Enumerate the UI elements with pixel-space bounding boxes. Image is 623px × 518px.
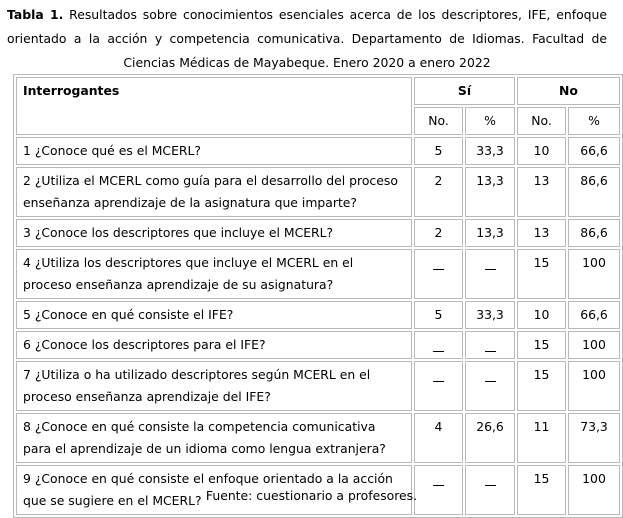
question-line-2: proceso enseñanza aprendizaje del IFE? [23, 389, 271, 404]
no-percent-cell: 86,6 [568, 219, 620, 247]
yes-percent-cell [465, 331, 515, 359]
header-questions: Interrogantes [16, 77, 412, 135]
no-count-cell: 10 [517, 301, 566, 329]
no-count-cell: 15 [517, 331, 566, 359]
dash-mark [433, 485, 444, 486]
caption-label: Tabla 1. [7, 7, 64, 22]
yes-percent-cell: 13,3 [465, 167, 515, 217]
table-row [16, 301, 620, 329]
table-caption [7, 3, 607, 75]
question-cell [16, 413, 412, 463]
question-cell [16, 219, 412, 247]
yes-count-cell: 2 [414, 167, 463, 217]
question-line-1: 1 ¿Conoce qué es el MCERL? [23, 143, 202, 158]
table-row [16, 219, 620, 247]
yes-percent-cell: 26,6 [465, 413, 515, 463]
header-no: No [517, 77, 620, 105]
no-percent-cell: 100 [568, 465, 620, 515]
results-table [13, 74, 623, 518]
question-line-2: que se sugiere en el MCERL? [23, 493, 202, 508]
yes-percent-cell [465, 361, 515, 411]
caption-line-3: Ciencias Médicas de Mayabeque. Enero 2020 a enero 2022 [123, 55, 491, 70]
question-line-2: para el aprendizaje de un idioma como lengua extranjera? [23, 441, 386, 456]
dash-mark [433, 351, 444, 352]
no-count-cell: 13 [517, 219, 566, 247]
question-line-1: 7 ¿Utiliza o ha utilizado descriptores según MCERL en el [23, 367, 371, 382]
question-line-2: proceso enseñanza aprendizaje de su asignatura? [23, 277, 334, 292]
no-count-cell: 10 [517, 137, 566, 165]
no-percent-cell: 66,6 [568, 137, 620, 165]
yes-count-cell [414, 361, 463, 411]
dash-mark [433, 381, 444, 382]
no-count-cell: 15 [517, 361, 566, 411]
yes-percent-cell [465, 249, 515, 299]
no-percent-cell: 100 [568, 249, 620, 299]
question-line-1: 9 ¿Conoce en qué consiste el enfoque orientado a la acción [23, 471, 393, 486]
yes-count-cell: 4 [414, 413, 463, 463]
no-count-cell: 11 [517, 413, 566, 463]
dash-mark [485, 381, 496, 382]
table-row [16, 249, 620, 299]
yes-count-cell [414, 331, 463, 359]
no-percent-cell: 100 [568, 361, 620, 411]
question-line-1: 2 ¿Utiliza el MCERL como guía para el desarrollo del proceso [23, 173, 398, 188]
subheader-yes-percent: % [465, 107, 515, 135]
question-cell [16, 167, 412, 217]
caption-line-1 [7, 3, 607, 27]
yes-count-cell: 5 [414, 301, 463, 329]
question-line-1: 4 ¿Utiliza los descriptores que incluye el MCERL en el [23, 255, 354, 270]
table-source: Fuente: cuestionario a profesores. [205, 488, 418, 503]
table-row [16, 331, 620, 359]
question-line-1: 6 ¿Conoce los descriptores para el IFE? [23, 337, 266, 352]
question-line-1: 5 ¿Conoce en qué consiste el IFE? [23, 307, 234, 322]
header-yes: Sí [414, 77, 515, 105]
dash-mark [485, 269, 496, 270]
no-count-cell: 15 [517, 465, 566, 515]
caption-text-1: Resultados sobre conocimientos esenciales acerca de los descriptores, IFE, enfoque [63, 7, 607, 22]
question-cell [16, 137, 412, 165]
yes-count-cell: 5 [414, 137, 463, 165]
subheader-no-count: No. [517, 107, 566, 135]
no-count-cell: 13 [517, 167, 566, 217]
no-percent-cell: 86,6 [568, 167, 620, 217]
no-percent-cell: 66,6 [568, 301, 620, 329]
question-line-1: 8 ¿Conoce en qué consiste la competencia comunicativa [23, 419, 376, 434]
table-row [16, 137, 620, 165]
yes-percent-cell: 13,3 [465, 219, 515, 247]
no-percent-cell: 100 [568, 331, 620, 359]
dash-mark [433, 269, 444, 270]
dash-mark [485, 485, 496, 486]
question-line-2: enseñanza aprendizaje de la asignatura que imparte? [23, 195, 357, 210]
question-cell [16, 301, 412, 329]
subheader-no-percent: % [568, 107, 620, 135]
table-row [16, 361, 620, 411]
table-row [16, 167, 620, 217]
no-percent-cell: 73,3 [568, 413, 620, 463]
dash-mark [485, 351, 496, 352]
subheader-yes-count: No. [414, 107, 463, 135]
yes-count-cell: 2 [414, 219, 463, 247]
no-count-cell: 15 [517, 249, 566, 299]
yes-count-cell [414, 249, 463, 299]
question-line-1: 3 ¿Conoce los descriptores que incluye el MCERL? [23, 225, 334, 240]
table-row [16, 413, 620, 463]
question-cell [16, 361, 412, 411]
question-cell [16, 331, 412, 359]
question-cell [16, 249, 412, 299]
yes-percent-cell: 33,3 [465, 137, 515, 165]
caption-line-2: orientado a la acción y competencia comunicativa. Departamento de Idiomas. Facultad de [7, 31, 607, 46]
yes-percent-cell: 33,3 [465, 301, 515, 329]
header-row [16, 77, 620, 105]
